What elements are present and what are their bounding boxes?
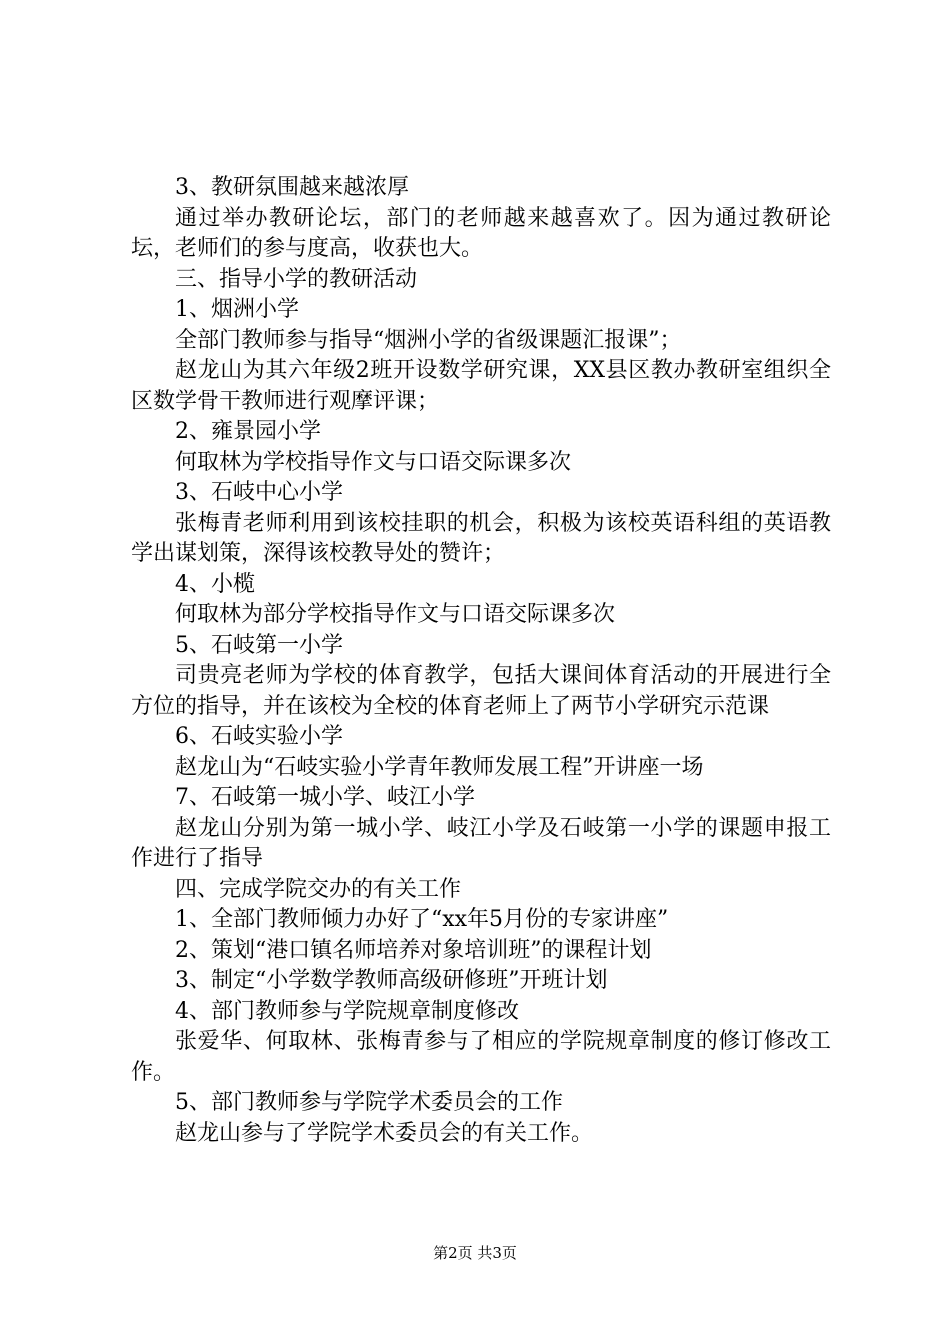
paragraph: 2、策划“港口镇名师培养对象培训班”的课程计划 — [175, 937, 652, 963]
paragraph: 何取林为学校指导作文与口语交际课多次 — [175, 449, 572, 475]
paragraph: 4、小榄 — [175, 571, 255, 597]
paragraph: 赵龙山参与了学院学术委员会的有关工作。 — [175, 1120, 594, 1146]
paragraph: 张梅青老师利用到该校挂职的机会，积极为该校英语科组的英语教学出谋划策，深得该校教导处的赞许； — [131, 510, 831, 566]
paragraph: 3、教研氛围越来越浓厚 — [175, 175, 409, 200]
paragraph: 赵龙山分别为第一城小学、岐江小学及石岐第一小学的课题申报工作进行了指导 — [131, 815, 831, 871]
paragraph: 三、指导小学的教研活动 — [175, 266, 418, 292]
paragraph: 6、石岐实验小学 — [175, 724, 343, 749]
paragraph: 5、部门教师参与学院学术委员会的工作 — [175, 1090, 563, 1115]
paragraph: 赵龙山为其六年级2班开设数学研究课，XX县区教办教研室组织全区数学骨干教师进行观摩评课； — [131, 358, 831, 414]
paragraph: 3、石岐中心小学 — [175, 480, 343, 505]
paragraph: 张爱华、何取林、张梅青参与了相应的学院规章制度的修订修改工作。 — [131, 1029, 831, 1085]
paragraph: 何取林为部分学校指导作文与口语交际课多次 — [175, 602, 616, 627]
paragraph: 4、部门教师参与学院规章制度修改 — [175, 998, 519, 1024]
document-body — [131, 173, 831, 1149]
paragraph: 司贵亮老师为学校的体育教学，包括大课间体育活动的开展进行全方位的指导，并在该校为全校的体育老师上了两节小学研究示范课 — [131, 663, 831, 719]
paragraph: 全部门教师参与指导“烟洲小学的省级课题汇报课”； — [175, 327, 682, 353]
paragraph: 2、雍景园小学 — [175, 419, 321, 444]
paragraph: 5、石岐第一小学 — [175, 632, 343, 658]
paragraph: 1、烟洲小学 — [175, 297, 299, 322]
paragraph: 3、制定“小学数学教师高级研修班”开班计划 — [175, 968, 608, 993]
paragraph: 赵龙山为“石岐实验小学青年教师发展工程”开讲座一场 — [175, 754, 704, 780]
paragraph: 通过举办教研论坛，部门的老师越来越喜欢了。因为通过教研论坛，老师们的参与度高，收获也大。 — [131, 205, 831, 261]
page-number-label: 第2页 共3页 — [433, 1244, 517, 1262]
paragraph: 1、全部门教师倾力办好了“xx年5月份的专家讲座” — [175, 907, 669, 932]
page-footer — [0, 1243, 950, 1263]
paragraph: 7、石岐第一城小学、岐江小学 — [175, 785, 475, 810]
paragraph: 四、完成学院交办的有关工作 — [175, 876, 462, 902]
